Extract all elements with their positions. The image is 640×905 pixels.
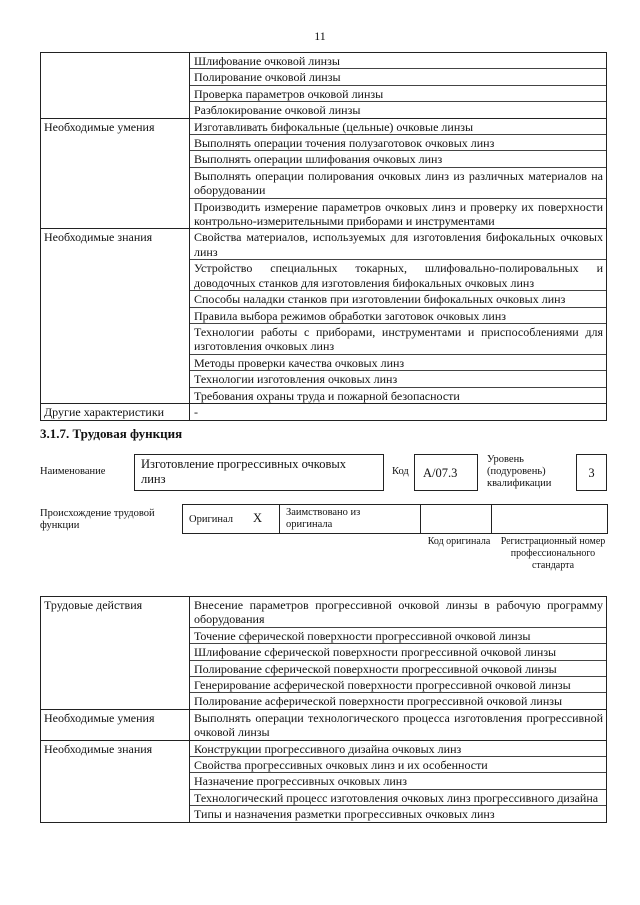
list-item: Требования охраны труда и пожарной безопасности [190, 387, 606, 403]
list-item: Назначение прогрессивных очковых линз [190, 772, 606, 788]
row-items [190, 118, 607, 229]
list-item: Технологии изготовления очковых линз [190, 370, 606, 386]
level-value: 3 [588, 466, 595, 480]
list-item: - [194, 404, 198, 419]
list-item: Внесение параметров прогрессивной очковой линзы в рабочую программу оборудования [194, 598, 603, 627]
row-label: Необходимые знания [41, 229, 190, 403]
list-item: Полирование асферической поверхности прогрессивной очковой линзы [190, 692, 606, 708]
list-item: Выполнять операции технологического процесса изготовления прогрессивной очковой линзы [194, 710, 603, 740]
section-heading: 3.1.7. Трудовая функция [40, 426, 183, 441]
row-items [190, 53, 607, 119]
row-items [190, 597, 607, 710]
list-item: Технологический процесс изготовления очковых линз прогрессивного дизайна [190, 789, 606, 805]
table-row [41, 53, 607, 119]
list-item: Методы проверки качества очковых линз [190, 354, 606, 370]
row-label: Другие характеристики [41, 403, 190, 420]
row-label: Необходимые умения [41, 118, 190, 229]
requirements-table-1 [40, 52, 607, 421]
name-label: Наименование [40, 466, 106, 477]
list-item: Разблокирование очковой линзы [190, 101, 606, 117]
list-item: Способы наладки станков при изготовлении бифокальных очковых линз [190, 290, 606, 306]
code-original-caption: Код оригинала [427, 536, 491, 547]
row-items [190, 709, 607, 740]
row-items [190, 229, 607, 403]
list-item: Правила выбора режимов обработки заготовок очковых линз [190, 307, 606, 323]
table-row [41, 597, 607, 710]
origin-box [182, 504, 608, 534]
row-items [190, 403, 607, 420]
list-item: Свойства прогрессивных очковых линз и их особенности [190, 756, 606, 772]
requirements-table-2 [40, 596, 607, 823]
page-number: 11 [314, 29, 326, 43]
list-item: Производить измерение параметров очковых линз и проверку их поверхности контрольно-измерительными приборами и инструментами [190, 198, 606, 229]
level-box [576, 454, 607, 491]
row-label: Трудовые действия [41, 597, 190, 710]
list-item: Технологии работы с приборами, инструментами и приспособлениями для изготовления очковых линз [190, 323, 606, 354]
list-item: Выполнять операции шлифования очковых линз [190, 150, 606, 166]
list-item: Типы и назначения разметки прогрессивных очковых линз [190, 805, 606, 821]
list-item: Шлифование сферической поверхности прогрессивной очковой линзы [190, 643, 606, 659]
code-value: A/07.3 [423, 466, 458, 480]
level-label: Уровень (подуровень) квалификации [487, 454, 552, 489]
list-item: Изготавливать бифокальные (цельные) очковые линзы [194, 119, 474, 134]
code-label: Код [392, 466, 409, 477]
table-row [41, 229, 607, 403]
name-value: Изготовление прогрессивных очковых линз [141, 457, 347, 486]
list-item: Выполнять операции точения полузаготовок очковых линз [190, 134, 606, 150]
borrowed-label: Заимствовано из оригинала [286, 507, 361, 530]
row-items [190, 740, 607, 822]
row-label: Необходимые умения [41, 709, 190, 740]
list-item: Свойства материалов, используемых для изготовления бифокальных очковых линз [194, 230, 603, 259]
table-row [41, 709, 607, 740]
list-item: Проверка параметров очковой линзы [190, 85, 606, 101]
list-item: Конструкции прогрессивного дизайна очковых линз [194, 741, 462, 756]
table-row [41, 403, 607, 420]
list-item: Полирование очковой линзы [190, 68, 606, 84]
name-box [134, 454, 384, 491]
list-item: Полирование сферической поверхности прогрессивной очковой линзы [190, 660, 606, 676]
list-item: Точение сферической поверхности прогрессивной очковой линзы [190, 627, 606, 643]
list-item: Устройство специальных токарных, шлифовально-полировальных и доводочных станков для изготовления бифокальных очковых линз [190, 259, 606, 290]
row-label [41, 53, 190, 119]
table-row [41, 740, 607, 822]
original-mark: X [253, 511, 263, 525]
reg-number-caption: Регистрационный номер профессионального стандарта [500, 536, 606, 571]
table-row [41, 118, 607, 229]
original-label: Оригинал [189, 514, 233, 525]
list-item: Генерирование асферической поверхности прогрессивной очковой линзы [190, 676, 606, 692]
origin-label: Происхождение трудовой функции [40, 508, 155, 531]
list-item: Шлифование очковой линзы [194, 54, 340, 68]
code-box [414, 454, 478, 491]
list-item: Выполнять операции полирования очковых линз из различных материалов на оборудовании [190, 167, 606, 198]
row-label: Необходимые знания [41, 740, 190, 822]
